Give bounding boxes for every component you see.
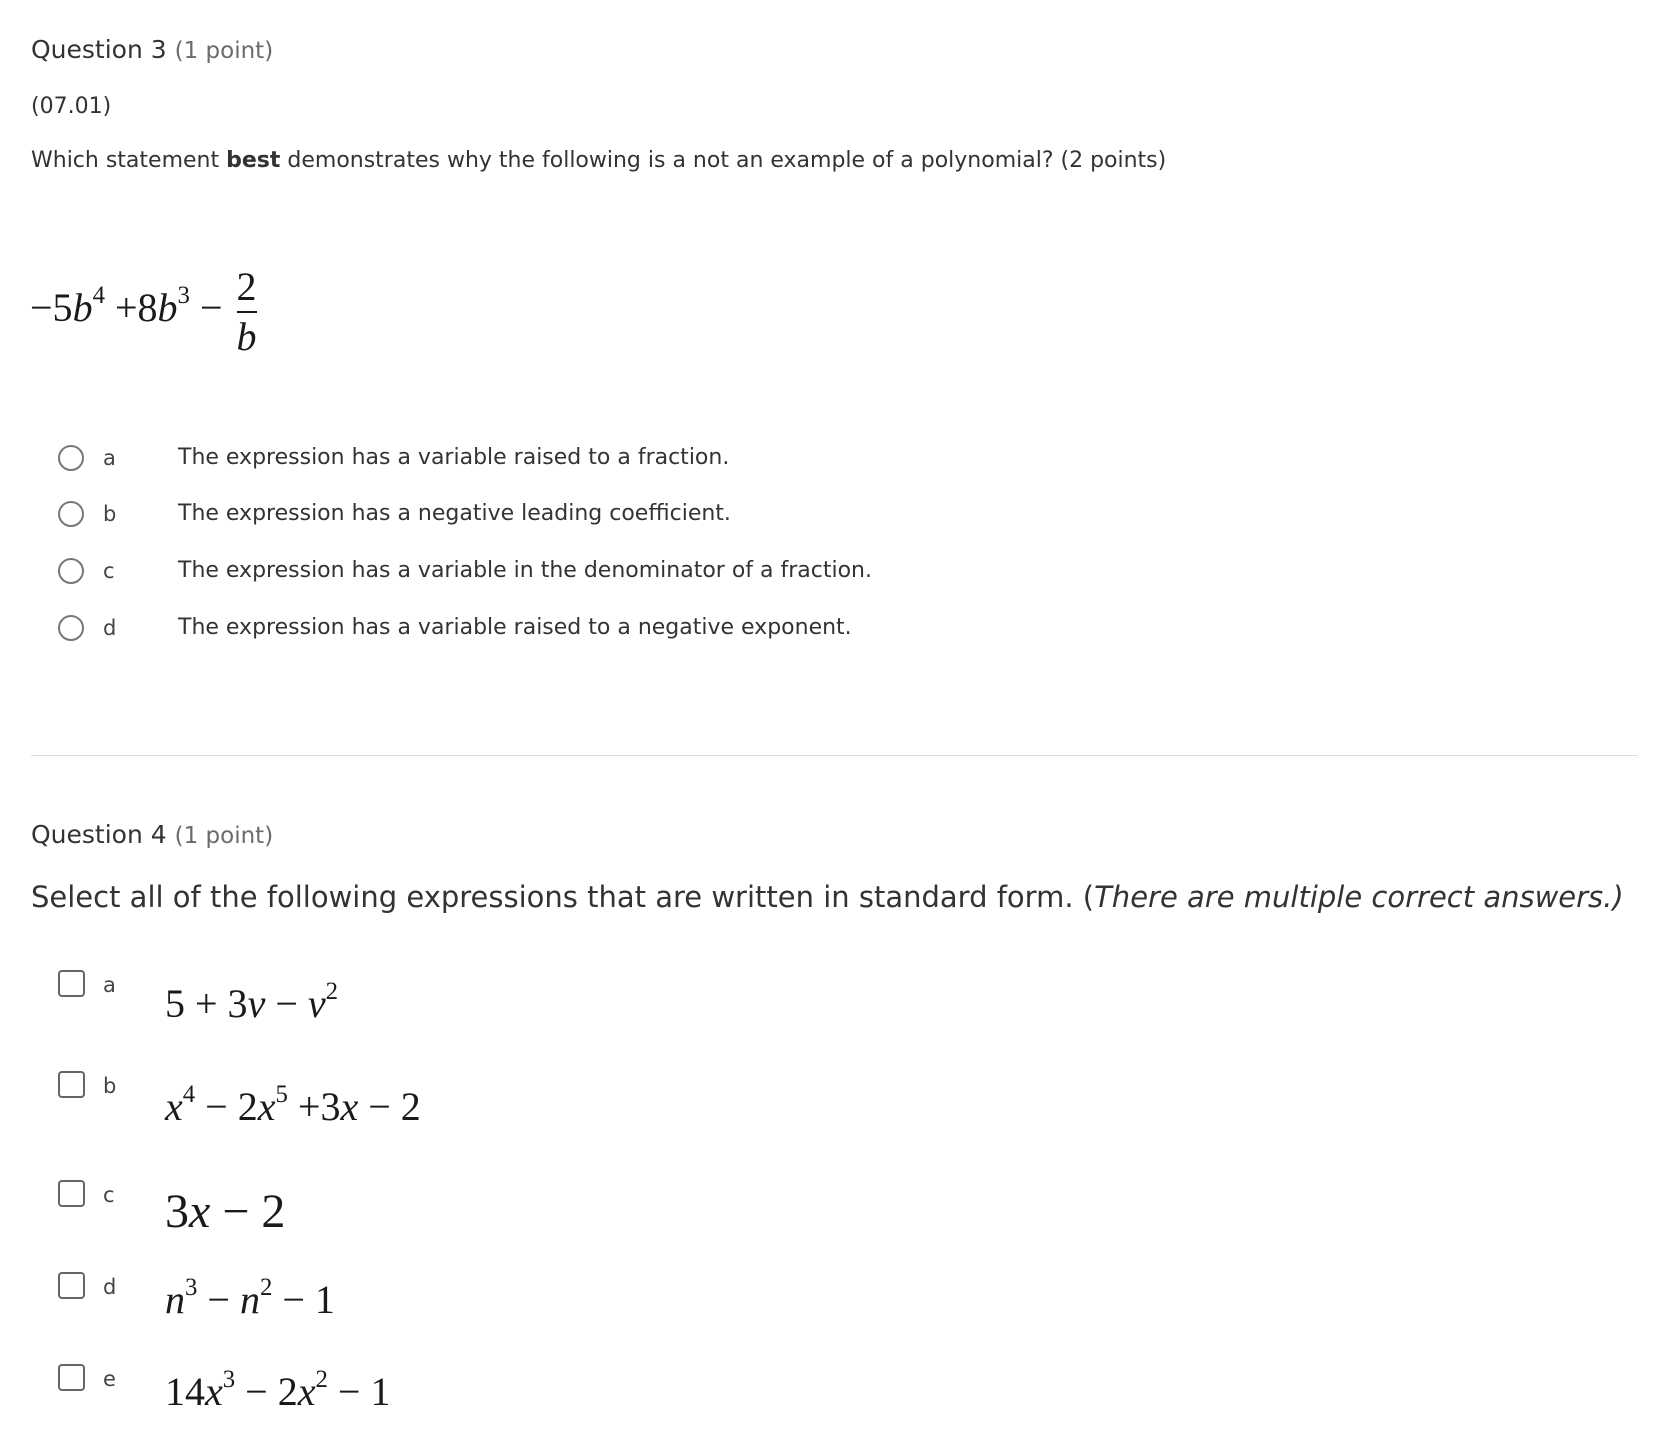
expr-variable: x [165,1084,183,1129]
expr-exponent: 3 [222,1365,236,1393]
q4-option-b[interactable] [58,1069,858,1139]
option-text[interactable]: The expression has a variable raised to a negative exponent. [178,615,852,640]
question-4-label: Question 4 [31,820,167,849]
term-1-coefficient: −5 [30,285,73,331]
option-text[interactable]: The expression has a negative leading coefficient. [178,501,731,526]
q4-option-a[interactable] [58,968,858,1038]
expr-part: − 1 [272,1277,335,1322]
expr-exponent: 2 [315,1365,328,1393]
expr-variable: x [189,1185,211,1238]
option-letter: b [103,502,117,526]
option-letter: d [103,616,117,640]
expr-part: − 2 [235,1369,298,1414]
q3-option-d[interactable] [58,611,1258,647]
expr-variable: n [165,1277,185,1322]
question-3-title [31,35,273,64]
expr-part: − 1 [327,1369,391,1414]
question-4-points: (1 point) [174,823,274,849]
option-letter: e [103,1367,116,1391]
option-expression[interactable] [165,1365,391,1415]
expr-exponent: 2 [325,977,339,1005]
expr-exponent: 5 [275,1080,288,1108]
prompt-text-post: demonstrates why the following is a not an example of a polynomial? (2 points) [280,148,1167,173]
term-1-exponent: 4 [92,282,105,310]
fraction [237,265,257,359]
option-letter: b [103,1074,117,1098]
option-expression[interactable] [165,1080,421,1130]
expr-variable: x [340,1084,359,1129]
option-letter: a [103,446,116,470]
question-3-code: (07.01) [31,94,112,119]
radio-button[interactable] [58,558,84,584]
prompt-text: Select all of the following expressions that are written in standard form. ( [31,880,1095,914]
question-3-expression [30,265,257,359]
radio-button[interactable] [58,501,84,527]
term-1-variable: b [72,285,93,331]
option-text[interactable]: The expression has a variable in the denominator of a fraction. [178,558,872,583]
prompt-text-bold: best [226,148,281,173]
question-3-points: (1 point) [174,38,274,64]
expr-part: − 2 [210,1185,286,1238]
option-letter: c [103,1183,115,1207]
term-2-variable: b [157,285,178,331]
expr-part: 3 [165,1185,189,1238]
expr-part: − [265,981,308,1026]
expr-variable: x [205,1369,223,1414]
expr-variable: v [247,981,266,1026]
q4-option-c[interactable] [58,1178,858,1248]
expr-variable: x [297,1369,316,1414]
question-4-title [31,820,273,849]
expr-exponent: 2 [259,1273,273,1301]
option-letter: d [103,1275,117,1299]
expr-part: − 2 [358,1084,421,1129]
option-expression[interactable] [165,1184,285,1239]
option-text[interactable]: The expression has a variable raised to a fraction. [178,445,730,470]
expr-variable: n [239,1277,260,1322]
question-divider [31,755,1638,756]
fraction-numerator: 2 [236,264,257,309]
checkbox[interactable] [58,1272,85,1299]
expr-variable: x [257,1084,276,1129]
question-3-label: Question 3 [31,35,167,64]
expr-part: +3 [287,1084,341,1129]
term-2-coefficient: +8 [114,285,158,331]
question-3-prompt [31,148,1166,173]
radio-button[interactable] [58,615,84,641]
q3-option-a[interactable] [58,441,1258,477]
expr-part: − [197,1277,240,1322]
q3-option-b[interactable] [58,497,1258,533]
option-letter: c [103,559,115,583]
term-2-exponent: 3 [177,282,190,310]
question-4-prompt [31,880,1624,914]
option-expression[interactable] [165,977,339,1027]
checkbox[interactable] [58,1180,85,1207]
checkbox[interactable] [58,970,85,997]
option-expression[interactable] [165,1273,335,1323]
expr-exponent: 4 [182,1080,196,1108]
expr-part: − 2 [195,1084,258,1129]
expr-part: 5 + 3 [165,981,248,1026]
minus-operator: − [199,285,223,331]
fraction-bar [237,311,257,313]
checkbox[interactable] [58,1364,85,1391]
q3-option-c[interactable] [58,554,1258,590]
checkbox[interactable] [58,1071,85,1098]
q4-option-d[interactable] [58,1270,858,1340]
q4-option-e[interactable] [58,1362,858,1432]
radio-button[interactable] [58,445,84,471]
expr-variable: v [307,981,326,1026]
prompt-italic-text: There are multiple correct answers.) [1094,880,1624,914]
prompt-text-pre: Which statement [31,148,227,173]
expr-part: 14 [165,1369,205,1414]
expr-exponent: 3 [185,1273,198,1301]
option-letter: a [103,973,116,997]
fraction-denominator: b [236,314,257,359]
